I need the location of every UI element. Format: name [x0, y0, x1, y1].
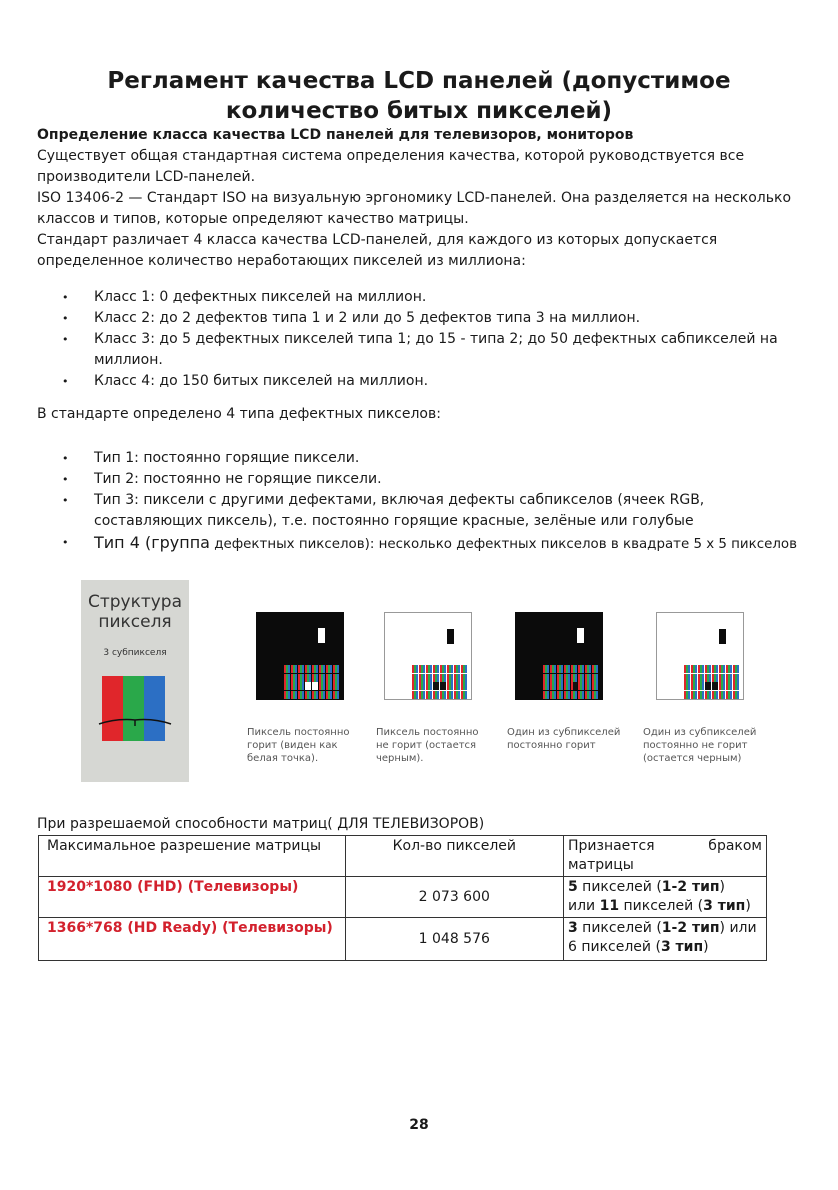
table-header-row [39, 836, 767, 877]
subpixel-cell [309, 674, 311, 682]
subpixel-cell [723, 691, 725, 699]
subpixel-cell [561, 691, 563, 699]
subpixel-cell [437, 674, 439, 682]
subpixel-cell [688, 682, 690, 690]
subpixel-cell [589, 682, 591, 690]
subpixel-cell [288, 674, 290, 682]
subpixel-cell [737, 674, 739, 682]
subpixel-cell [702, 665, 704, 673]
caption-always-on: Пиксель постоянно горит (виден как белая точка). [247, 727, 350, 764]
subpixel-cell [561, 674, 563, 682]
brace-icon [97, 714, 173, 728]
caption-subpixel-off: Один из субпикселей постоянно не горит (остается черным) [643, 727, 757, 764]
structure-title: Структура пикселя [87, 592, 183, 632]
subpixel-cell [416, 691, 418, 699]
grid-row [684, 674, 740, 682]
subpixel-cell [582, 665, 584, 673]
subpixel-cell [465, 665, 467, 673]
defect-cell: 5 пикселей (1-2 тип) или 11 пикселей (3 тип) [563, 877, 766, 918]
subpixel-cell [316, 682, 318, 690]
table-row [39, 877, 767, 918]
subpixel-cell [730, 665, 732, 673]
subpixel-cell [709, 691, 711, 699]
subpixel-cell [288, 682, 290, 690]
subpixel-cell [330, 691, 332, 699]
subpixel-cell [709, 665, 711, 673]
subpixel-cell [561, 665, 563, 673]
subpixel-cell [323, 691, 325, 699]
subpixel-cell [554, 665, 556, 673]
subpixel-cell [295, 665, 297, 673]
subpixel-cell [582, 674, 584, 682]
subpixel-cell [430, 665, 432, 673]
resolution-cell: 1366*768 (HD Ready) (Телевизоры) [39, 918, 346, 961]
subpixel-cell [437, 665, 439, 673]
subpixel-cell [575, 682, 577, 690]
subpixel-cell [596, 674, 598, 682]
subpixel-cell [730, 682, 732, 690]
section-heading: Определение класса качества LCD панелей для телевизоров, мониторов [37, 127, 634, 143]
pixel-grid [412, 665, 468, 699]
subpixel-cell [575, 665, 577, 673]
subpixel-cell [302, 665, 304, 673]
list-item [37, 532, 817, 555]
subpixel-cell [458, 682, 460, 690]
grid-row [412, 691, 468, 699]
grid-row [684, 682, 740, 690]
header-defect: Признается браком матрицы [563, 836, 766, 877]
subpixel-cell [416, 674, 418, 682]
grid-row [284, 674, 340, 682]
caption-always-off: Пиксель постоянно не горит (остается черным). [376, 727, 479, 764]
subpixel-cell [547, 691, 549, 699]
subpixel-cell [554, 682, 556, 690]
defect-types-list [37, 448, 817, 555]
subpixel-cell [330, 674, 332, 682]
subpixel-cell [316, 674, 318, 682]
white-dot-icon [577, 628, 584, 643]
subpixel-cell [702, 674, 704, 682]
table-title: При разрешаемой способности матриц( ДЛЯ ТЕЛЕВИЗОРОВ) [37, 816, 485, 832]
subpixel-cell [458, 665, 460, 673]
green-subpixel [123, 676, 144, 741]
subpixel-cell [596, 691, 598, 699]
subpixel-cell [582, 682, 584, 690]
subpixel-cell [716, 682, 718, 690]
subpixel-cell [309, 665, 311, 673]
subpixel-cell [568, 682, 570, 690]
grid-row [543, 674, 599, 682]
subpixel-cell [695, 682, 697, 690]
subpixel-cell [302, 674, 304, 682]
subpixel-cell [589, 691, 591, 699]
pixel-grid [543, 665, 599, 699]
subpixel-cell [444, 691, 446, 699]
page-title: Регламент качества LCD панелей (допустимое количество битых пикселей) [107, 68, 731, 124]
subpixel-cell [737, 682, 739, 690]
subpixel-cell [575, 691, 577, 699]
list-item: • Класс 4: до 150 битых пикселей на миллион. [37, 371, 817, 392]
grid-row [543, 665, 599, 673]
blue-subpixel [144, 676, 165, 741]
subpixels-label: 3 субпикселя [103, 648, 167, 658]
subpixel-cell [458, 674, 460, 682]
subpixel-cell [589, 665, 591, 673]
defect-table [38, 835, 767, 961]
subpixel-cell [337, 682, 339, 690]
subpixel-cell [330, 665, 332, 673]
subpixel-cell [730, 674, 732, 682]
subpixel-cell [554, 674, 556, 682]
subpixel-cell [423, 674, 425, 682]
subpixel-cell [295, 674, 297, 682]
subpixel-cell [423, 682, 425, 690]
subpixel-cell [451, 691, 453, 699]
subpixel-cell [444, 674, 446, 682]
subpixel-cell [737, 691, 739, 699]
subpixel-cell [730, 691, 732, 699]
grid-row [412, 674, 468, 682]
subpixel-cell [547, 665, 549, 673]
pixel-grid [684, 665, 740, 699]
subpixel-cell [437, 691, 439, 699]
subpixel-cell [451, 674, 453, 682]
subpixel-cell [444, 665, 446, 673]
list-item: • Класс 3: до 5 дефектных пикселей типа 1; до 15 - типа 2; до 50 дефектных сабпикселей на миллион. [37, 329, 817, 371]
subpixel-cell [561, 682, 563, 690]
subpixel-cell [554, 691, 556, 699]
table-row [39, 918, 767, 961]
grid-row [284, 691, 340, 699]
subpixel-cell [302, 682, 304, 690]
subpixel-cell [688, 665, 690, 673]
subpixel-cell [437, 682, 439, 690]
grid-row [543, 682, 599, 690]
list-item: • Тип 1: постоянно горящие пиксели. [37, 448, 817, 469]
subpixel-cell [702, 691, 704, 699]
pixels-cell: 2 073 600 [345, 877, 563, 918]
subpixel-cell [716, 674, 718, 682]
subpixel-cell [702, 682, 704, 690]
subpixel-cell [465, 682, 467, 690]
list-item: • Класс 1: 0 дефектных пикселей на миллион. [37, 287, 817, 308]
caption-subpixel-on: Один из субпикселей постоянно горит [507, 727, 621, 751]
subpixel-cell [575, 674, 577, 682]
subpixel-cell [288, 665, 290, 673]
list-item: • Тип 2: постоянно не горящие пиксели. [37, 469, 817, 490]
subpixel-cell [337, 691, 339, 699]
pixel-grid [284, 665, 340, 699]
subpixel-cell [723, 682, 725, 690]
subpixel-cell [316, 691, 318, 699]
grid-row [684, 691, 740, 699]
subpixel-cell [589, 674, 591, 682]
subpixel-cell [695, 665, 697, 673]
subpixel-cell [465, 691, 467, 699]
grid-row [412, 682, 468, 690]
subpixel-cell [309, 682, 311, 690]
subpixel-cell [596, 682, 598, 690]
subpixel-cell [547, 674, 549, 682]
pixel-structure-panel [81, 580, 189, 782]
subpixel-cell [716, 665, 718, 673]
subpixel-cell [302, 691, 304, 699]
grid-row [284, 682, 340, 690]
pixels-cell: 1 048 576 [345, 918, 563, 961]
defect-cell: 3 пикселей (1-2 тип) или 6 пикселей (3 тип) [563, 918, 766, 961]
subpixel-cell [295, 691, 297, 699]
subpixel-cell [737, 665, 739, 673]
type4-rest: дефектных пикселов): несколько дефектных пикселов в квадрате 5 х 5 пикселов [209, 537, 797, 552]
subpixel-cell [688, 691, 690, 699]
subpixel-cell [423, 691, 425, 699]
header-pixels: Кол-во пикселей [345, 836, 563, 877]
subpixel-cell [309, 691, 311, 699]
header-resolution: Максимальное разрешение матрицы [39, 836, 346, 877]
subpixel-cell [316, 665, 318, 673]
subpixel-cell [337, 665, 339, 673]
subpixel-cell [695, 674, 697, 682]
subpixel-cell [723, 665, 725, 673]
types-intro: В стандарте определено 4 типа дефектных пикселов: [37, 406, 441, 422]
grid-row [412, 665, 468, 673]
subpixel-cell [416, 682, 418, 690]
subpixel-cell [451, 665, 453, 673]
black-dot-icon [447, 629, 454, 644]
grid-row [684, 665, 740, 673]
subpixel-cell [323, 682, 325, 690]
subpixel-cell [430, 674, 432, 682]
subpixel-cell [547, 682, 549, 690]
black-dot-icon [719, 629, 726, 644]
grid-row [543, 691, 599, 699]
quality-classes-list [37, 287, 817, 392]
paragraph-1: Существует общая стандартная система определения качества, которой руководствуется все производители LCD-панелей. [37, 148, 745, 185]
type4-lead: Тип 4 (группа [94, 533, 210, 552]
subpixel-cell [444, 682, 446, 690]
subpixel-cell [330, 682, 332, 690]
subpixel-cell [416, 665, 418, 673]
subpixel-cell [716, 691, 718, 699]
subpixel-cell [458, 691, 460, 699]
list-item: • Класс 2: до 2 дефектов типа 1 и 2 или до 5 дефектов типа 3 на миллион. [37, 308, 817, 329]
paragraph-2: ISO 13406-2 — Стандарт ISO на визуальную эргономику LCD-панелей. Она разделяется на несколько классов и типов, которые определяют качество матрицы. [37, 190, 792, 227]
subpixel-cell [451, 682, 453, 690]
subpixel-cell [568, 665, 570, 673]
subpixel-cell [709, 682, 711, 690]
red-subpixel [102, 676, 123, 741]
subpixel-cell [596, 665, 598, 673]
resolution-cell: 1920*1080 (FHD) (Телевизоры) [39, 877, 346, 918]
subpixel-cell [430, 682, 432, 690]
subpixel-cell [568, 691, 570, 699]
subpixel-cell [323, 665, 325, 673]
paragraph-3: Стандарт различает 4 класса качества LCD-панелей, для каждого из которых допускается определенное количество неработающих пикселей из миллиона: [37, 232, 718, 269]
page-number: 28 [409, 1117, 429, 1133]
subpixel-cell [709, 674, 711, 682]
grid-row [284, 665, 340, 673]
subpixel-cell [695, 691, 697, 699]
subpixel-cell [430, 691, 432, 699]
subpixel-cell [295, 682, 297, 690]
subpixel-cell [723, 674, 725, 682]
subpixel-cell [423, 665, 425, 673]
list-item: • Тип 3: пиксели с другими дефектами, включая дефекты сабпикселов (ячеек RGB, составляющих пиксель), т.е. постоянно горящие красные, зелёные или голубые [37, 490, 817, 532]
subpixel-cell [323, 674, 325, 682]
subpixel-cell [288, 691, 290, 699]
subpixel-cell [568, 674, 570, 682]
subpixel-cell [582, 691, 584, 699]
subpixel-cell [688, 674, 690, 682]
subpixel-cell [465, 674, 467, 682]
subpixel-cell [337, 674, 339, 682]
white-dot-icon [318, 628, 325, 643]
